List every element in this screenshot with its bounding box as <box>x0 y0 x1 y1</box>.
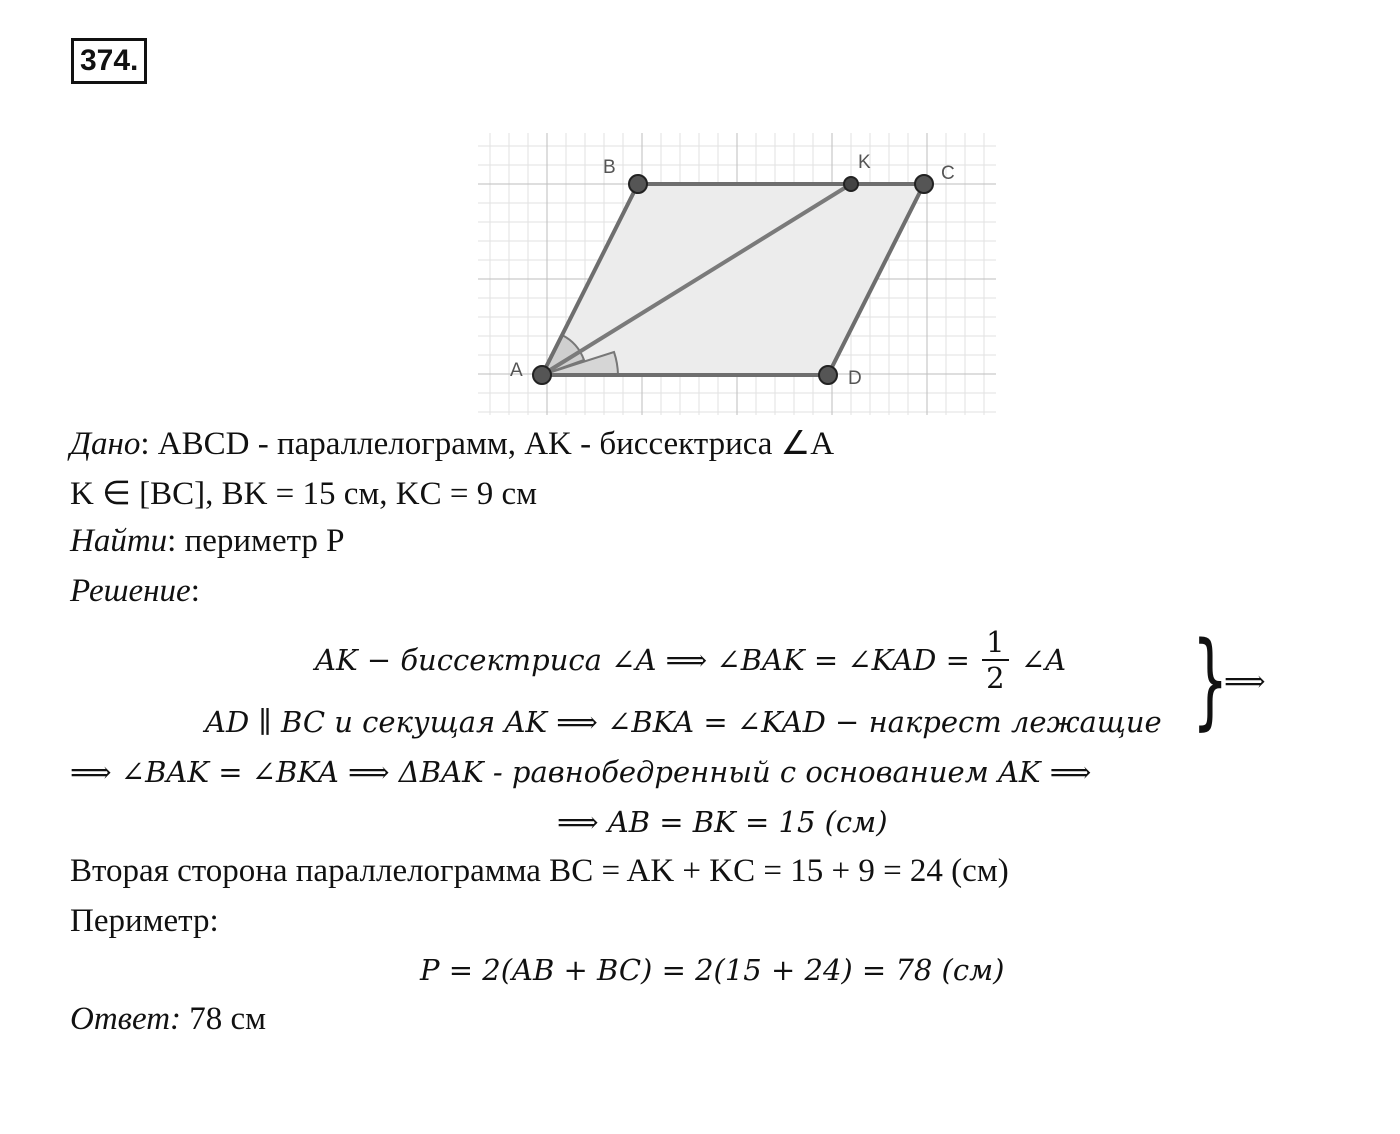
label-b: B <box>603 157 616 178</box>
fraction-numerator: 1 <box>982 625 1008 661</box>
solution-colon: : <box>190 573 200 609</box>
brace-implication-arrow: ⟹ <box>1224 664 1266 698</box>
solution-label: Решение <box>70 573 191 609</box>
problem-number: 374. <box>71 38 147 84</box>
point-b <box>629 175 647 193</box>
solution-step-2: AD ∥ BC и секущая AK ⟹ ∠BKA = ∠KAD − накрест лежащие <box>205 705 1162 739</box>
find-label: Найти <box>70 523 168 559</box>
solution-step-3: ⟹ ∠BAK = ∠BKA ⟹ ΔBAK - равнобедренный с основанием AK ⟹ <box>70 755 1092 789</box>
answer-value: 78 см <box>181 1001 267 1037</box>
point-c <box>915 175 933 193</box>
label-k: K <box>858 152 871 173</box>
step1-right: ∠A <box>1020 643 1067 677</box>
point-a <box>533 366 551 384</box>
label-a: A <box>510 360 523 381</box>
fraction-one-half <box>982 625 1008 695</box>
label-d: D <box>848 368 862 389</box>
find-line <box>70 523 345 560</box>
solution-step-4: ⟹ AB = BK = 15 (см) <box>557 805 888 839</box>
given-label: Дано <box>70 426 141 462</box>
answer-label: Ответ: <box>70 1001 182 1037</box>
given-line-1 <box>70 423 834 463</box>
parallelogram-fill <box>542 184 924 375</box>
answer-line <box>70 1001 266 1038</box>
solution-step-1 <box>315 625 1066 695</box>
point-k <box>844 177 858 191</box>
right-brace: } <box>1192 619 1229 741</box>
solution-heading <box>70 573 200 610</box>
given-text: : ABCD - параллелограмм, AK - биссектриса ∠A <box>140 426 835 462</box>
perimeter-formula: P = 2(AB + BC) = 2(15 + 24) = 78 (см) <box>420 953 1005 987</box>
second-side-line: Вторая сторона параллелограмма BC = AK + KC = 15 + 9 = 24 (см) <box>70 853 1009 889</box>
given-line-2: K ∈ [BC], BK = 15 см, KC = 9 см <box>70 476 538 512</box>
fraction-denominator: 2 <box>986 661 1005 695</box>
point-d <box>819 366 837 384</box>
perimeter-label: Периметр: <box>70 903 219 939</box>
parallelogram-figure <box>478 133 996 415</box>
find-text: : периметр P <box>167 523 345 559</box>
step1-left: AK − биссектриса ∠A ⟹ ∠BAK = ∠KAD = <box>315 643 970 677</box>
label-c: C <box>941 163 955 184</box>
